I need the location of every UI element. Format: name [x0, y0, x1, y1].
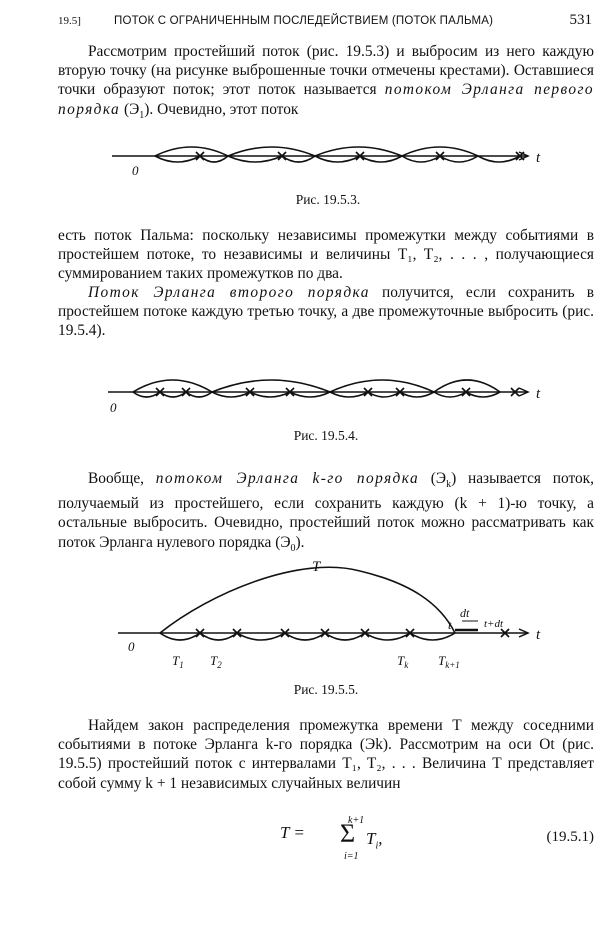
- fig3-origin-label: 0: [128, 639, 135, 654]
- p4-text-a: Вообще,: [88, 470, 145, 487]
- running-title: ПОТОК С ОГРАНИЧЕННЫМ ПОСЛЕДЕЙСТВИЕМ (ПОТОК ПАЛЬМА): [114, 15, 494, 27]
- fig1-arc-down: [440, 156, 478, 162]
- paragraph-5: [58, 716, 594, 793]
- fig1-arc-down: [402, 156, 440, 162]
- equation-number: (19.5.1): [546, 829, 594, 845]
- fig3-arc-down: [325, 633, 365, 640]
- formula-term: [366, 829, 383, 851]
- fig1-arc-down: [155, 156, 200, 162]
- fig2-arc-up: [133, 380, 212, 392]
- caption-19-5-4: Рис. 19.5.4.: [293, 428, 359, 443]
- fig1-arc-up: [402, 147, 478, 156]
- fig3-dt-label: dt: [460, 606, 470, 620]
- fig3-label-tk1: $T_{k+1}$: [438, 653, 460, 670]
- fig3-arc-down: [410, 633, 455, 640]
- p4-sub: k: [446, 479, 452, 491]
- fig3-label-t1-sub: 1: [179, 660, 184, 670]
- fig3-big-arc: [160, 567, 455, 633]
- fig1-arc-down: [228, 156, 282, 162]
- formula-sum-bottom: i=1: [344, 851, 359, 862]
- figure-19-5-3: [0, 130, 610, 190]
- p4-text-b: (Э: [430, 470, 447, 487]
- fig2-arc-up: [330, 380, 434, 392]
- formula-sigma: Σ: [340, 819, 356, 848]
- p1-term: потоком Эрланга первого порядка: [58, 81, 595, 118]
- fig3-label-t1: $T_1$: [172, 653, 184, 670]
- page-number: 531: [569, 12, 592, 28]
- fig3-label-tk: $T_k$: [397, 653, 409, 670]
- section-number: 19.5]: [58, 15, 81, 27]
- p4-text-d: ).: [295, 533, 305, 551]
- formula-sum-top: k+1: [348, 815, 365, 826]
- p1-text-a: Рассмотрим простейший поток (рис. 19.5.3) и выбросим из него каждую вторую точку (на рисунке выброшенные точки отмечены крестами). Оставшиеся точки образуют поток; этот поток называется: [58, 43, 594, 99]
- running-header: [58, 12, 592, 34]
- fig3-axis-label: t: [536, 627, 541, 643]
- fig1-axis-label: t: [536, 150, 541, 166]
- fig3-label-tk1-sub: k+1: [445, 660, 460, 670]
- paragraph-1: [58, 42, 594, 125]
- fig3-t-label: t: [448, 618, 452, 632]
- p3-text: получится, если сохранить в простейшем потоке каждую третью точку, а две промежуточные выбросить (рис. 19.5.4).: [58, 284, 594, 340]
- fig3-arc-down: [365, 633, 410, 640]
- fig3-tdt-label: t+dt: [484, 618, 504, 630]
- fig1-arc-down: [360, 156, 402, 162]
- caption-19-5-5: Рис. 19.5.5.: [293, 682, 359, 697]
- fig3-label-tk-sub: k: [404, 660, 409, 670]
- fig2-arc-up: [212, 380, 330, 392]
- formula-term-sub: i: [375, 840, 379, 852]
- p5-text: Найдем закон распределения промежутка времени T между соседними событиями в потоке Эрланга k-го порядка (Эk). Рассмотрим на оси Ot (рис. 19.5.5) простейший поток с интервалами T₁, T₂, . . . Величина T представляет собой сумму k + 1 независимых случайных величин: [58, 717, 594, 792]
- fig1-origin-label: 0: [132, 163, 139, 178]
- figure-19-5-5: [0, 558, 610, 678]
- fig3-label-t2-sub: 2: [217, 660, 222, 670]
- p4-text-c: ) называется поток, получаемый из простейшего, если сохранить каждую (k + 1)-ю точку, а остальные выбросить. Очевидно, простейший поток можно рассматривать как поток Эрланга нулевого порядка (Э: [58, 470, 595, 551]
- fig1-arc-up: [228, 147, 315, 156]
- paragraph-3: [58, 283, 594, 341]
- formula-19-5-1: [58, 815, 594, 875]
- fig1-arc-down: [282, 156, 315, 162]
- formula-term-t: T: [366, 829, 376, 848]
- fig1-arc-up: [155, 147, 228, 156]
- formula-comma: ,: [378, 829, 383, 848]
- fig3-label-t2: $T_2$: [210, 653, 222, 670]
- formula-lhs: T =: [280, 823, 305, 842]
- fig3-arc-down: [285, 633, 325, 640]
- fig3-arc-down: [200, 633, 237, 640]
- fig3-arc-down: [160, 633, 200, 640]
- fig1-arc-down: [315, 156, 360, 162]
- fig2-origin-label: 0: [110, 400, 117, 415]
- caption-19-5-3: Рис. 19.5.3.: [295, 192, 361, 207]
- p4-sub0: 0: [290, 542, 296, 554]
- fig3-big-arc-label: T: [312, 559, 321, 575]
- fig3-arc-down: [237, 633, 285, 640]
- fig1-arc-down: [478, 156, 520, 162]
- figure-19-5-4: [0, 354, 610, 424]
- paragraph-2: есть поток Пальма: поскольку независимы промежутки между событиями в простейшем потоке, то независимы и величины T₁, T₂, . . . , получающиеся суммированием таких промежутков по два.: [58, 227, 594, 283]
- fig2-axis-label: t: [536, 386, 541, 402]
- paragraph-4: [58, 469, 594, 558]
- p1-text-c: ). Очевидно, этот поток: [144, 100, 299, 118]
- p3-term: Поток Эрланга второго порядка: [88, 284, 370, 301]
- p1-text-b: (Э: [124, 100, 140, 118]
- p4-term: потоком Эрланга k-го порядка: [155, 470, 420, 487]
- p1-sub: 1: [139, 109, 145, 121]
